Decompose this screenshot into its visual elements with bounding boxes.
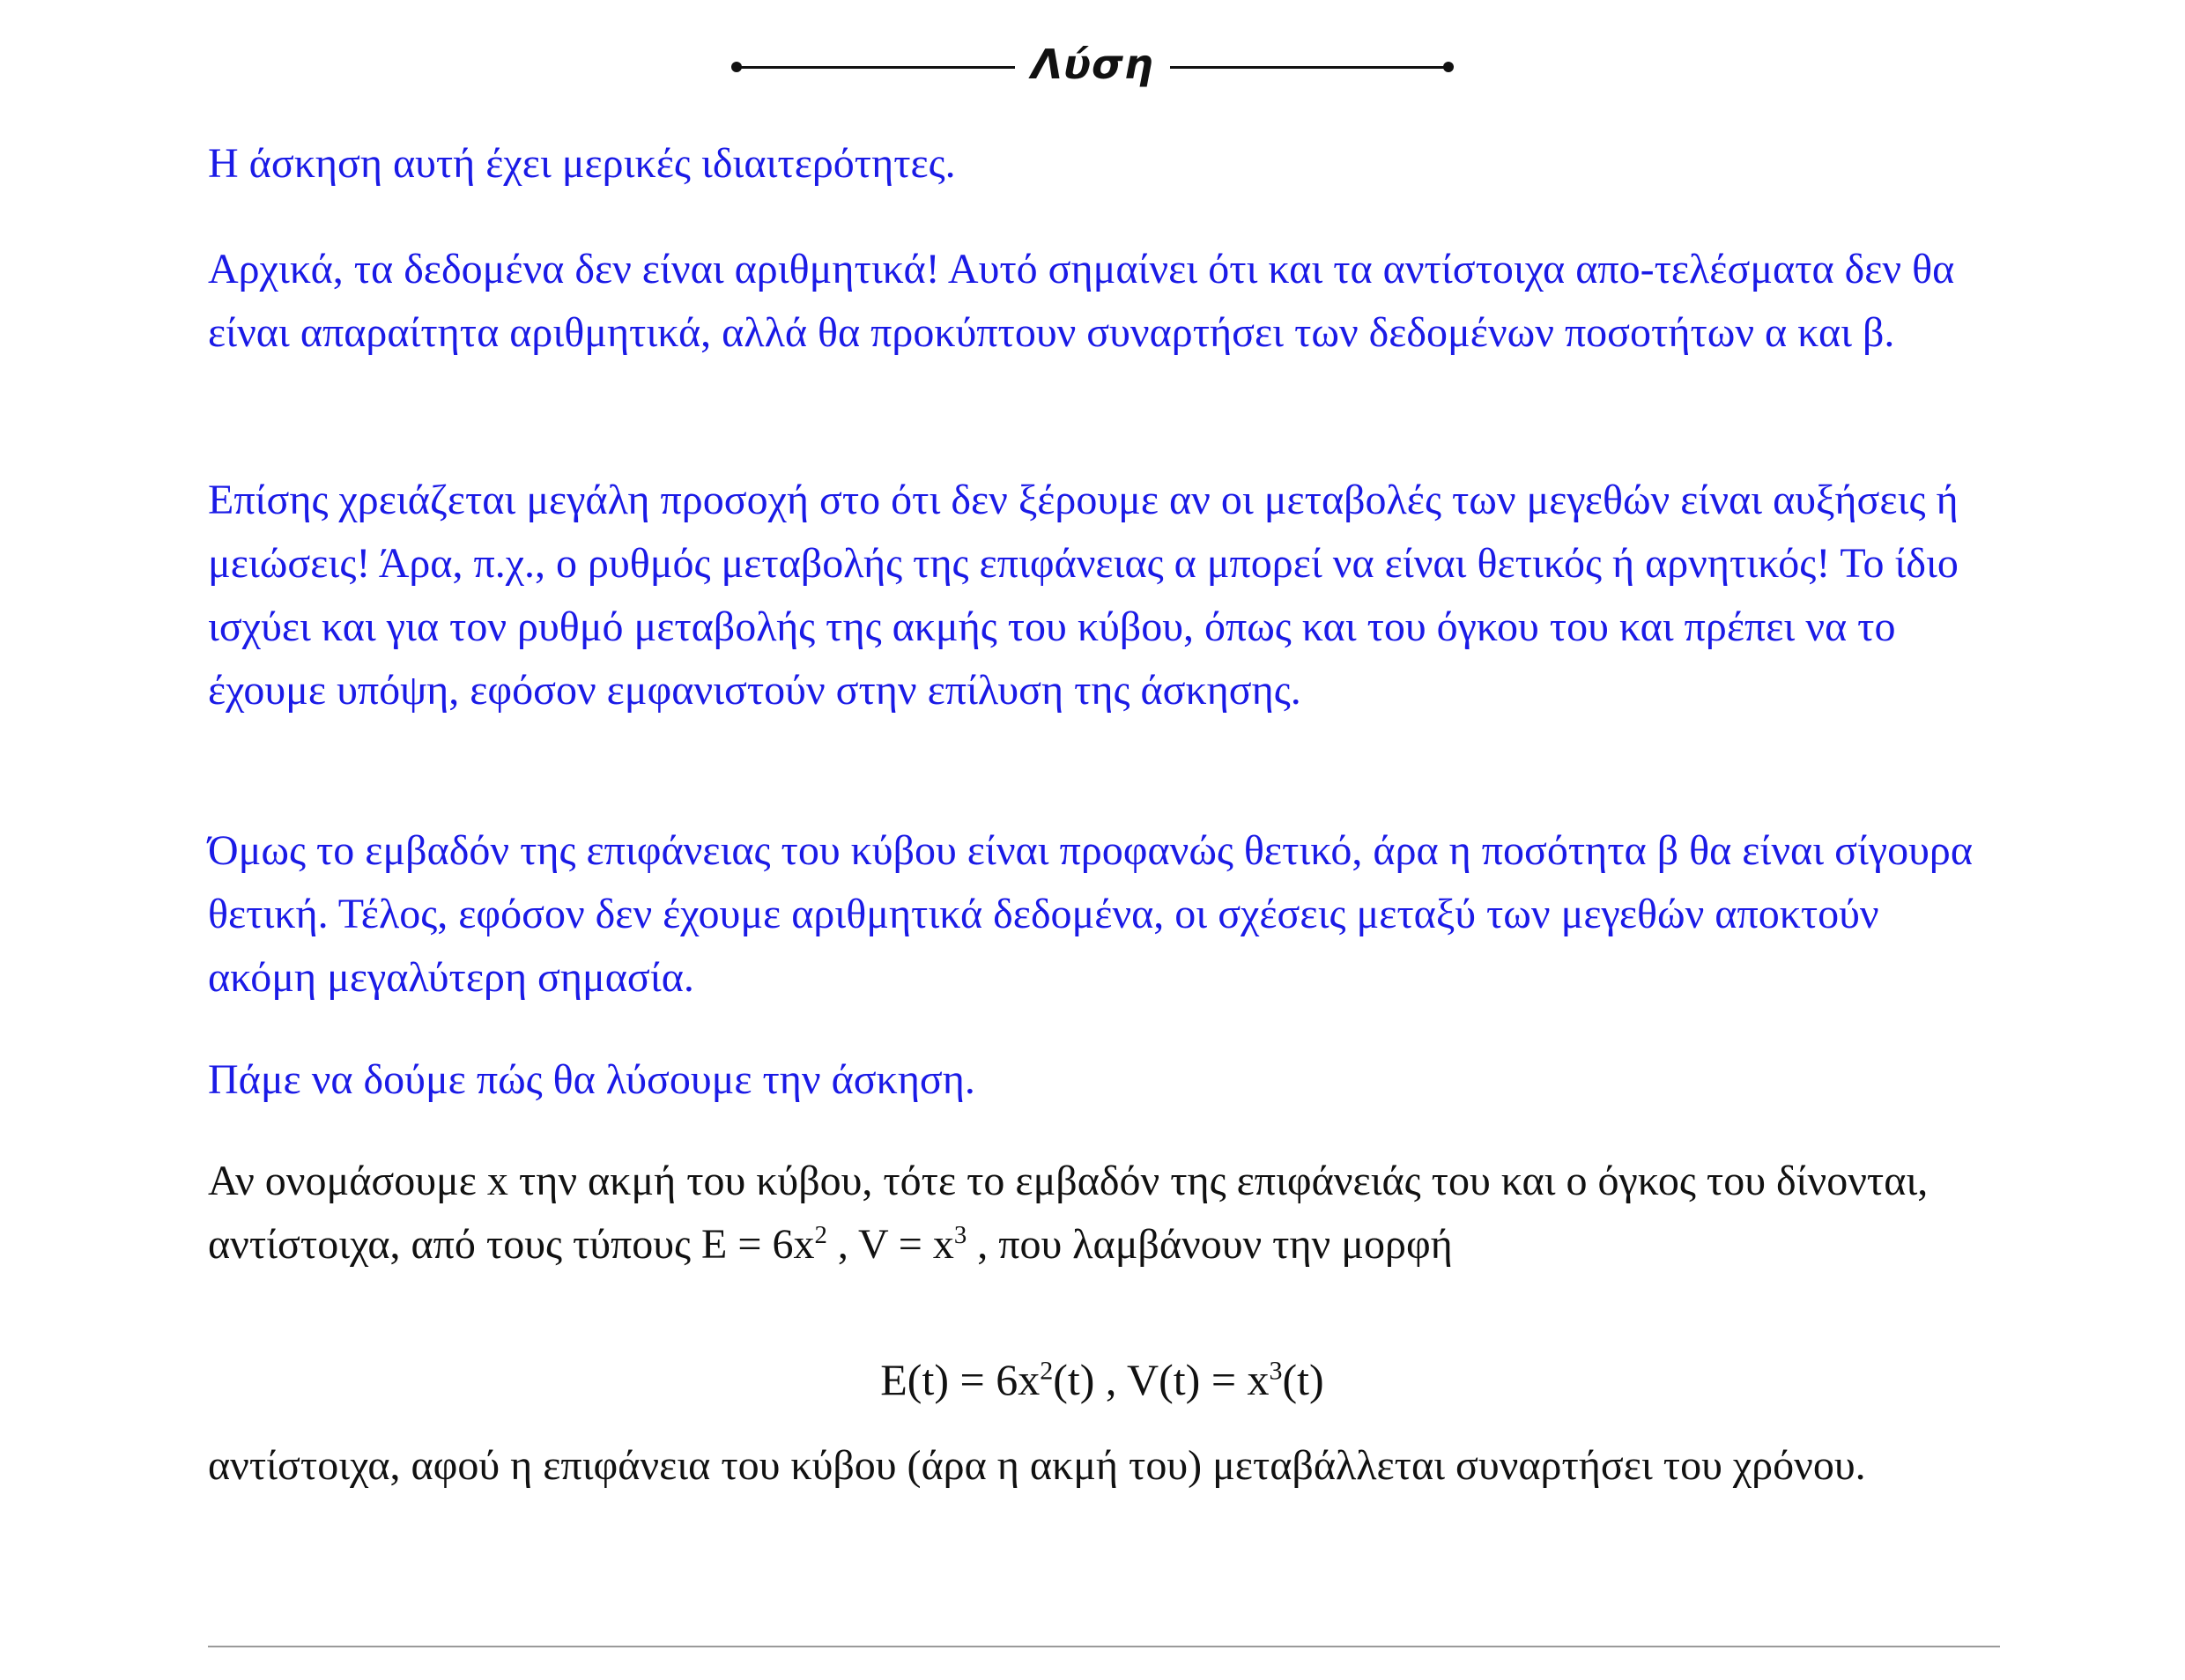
lets-solve-paragraph: Πάμε να δούμε πώς θα λύσουμε την άσκηση. xyxy=(208,1056,975,1103)
volume-time-formula-tail: (t) xyxy=(1282,1355,1324,1404)
volume-formula xyxy=(858,1221,967,1268)
time-dependent-formulas xyxy=(208,1348,1996,1411)
positivity-paragraph: Όμως το εμβαδόν της επιφάνειας του κύβου είναι προφανώς θετικό, άρα η ποσότητα β θα είναι σίγουρα θετική. Τέλος, εφόσον δεν έχουμε αριθμητικά δεδομένα, οι σχέσεις μεταξύ των μεγεθών αποκτούν ακόμη μεγαλύτερη σημασία. xyxy=(208,827,1973,1001)
header-right-rule xyxy=(1170,66,1448,69)
header-left-rule xyxy=(737,66,1015,69)
surface-formula-base: E = 6x xyxy=(701,1221,815,1268)
time-dependence-paragraph: αντίστοιχα, αφού η επιφάνεια του κύβου (άρα η ακμή του) μεταβάλλεται συναρτήσει του χρόνου. xyxy=(208,1442,1866,1489)
data-note-paragraph: Αρχικά, τα δεδομένα δεν είναι αριθμητικά! Αυτό σημαίνει ότι και τα αντίστοιχα απο-τελέσματα δεν θα είναι απαραίτητα αριθμητικά, αλλά θα προκύπτουν συναρτήσει των δεδομένων ποσοτήτων α και β. xyxy=(208,246,1955,356)
intro-paragraph: Η άσκηση αυτή έχει μερικές ιδιαιτερότητες. xyxy=(208,140,956,187)
sign-caution-paragraph: Επίσης χρειάζεται μεγάλη προσοχή στο ότι δεν ξέρουμε αν οι μεταβολές των μεγεθών είναι αυξήσεις ή μειώσεις! Άρα, π.χ., ο ρυθμός μεταβολής της επιφάνειας α μπορεί να είναι θετικός ή αρνητικός! Το ίδιο ισχύει και για τον ρυθμό μεταβολής της ακμής του κύβου, όπως και του όγκου του και πρέπει να το έχουμε υπόψη, εφόσον εμφανιστούν στην επίλυση της άσκησης. xyxy=(208,477,1959,714)
time-formula-separator: , xyxy=(1094,1355,1128,1404)
definitions-text: Αν ονομάσουμε x την ακμή του κύβου, τότε το εμβαδόν της επιφάνειάς του και ο όγκος του δίνονται, αντίστοιχα, από τους τύπους xyxy=(208,1158,1929,1268)
surface-time-formula-exponent: 2 xyxy=(1040,1356,1054,1386)
bottom-divider xyxy=(208,1646,2000,1647)
section-title: Λύση xyxy=(1031,41,1154,88)
surface-time-formula-base: E(t) = 6x xyxy=(880,1355,1041,1404)
surface-time-formula-tail: (t) xyxy=(1053,1355,1095,1404)
volume-formula-base: V = x xyxy=(857,1221,954,1268)
definitions-text-end: , που λαμβάνουν την μορφή xyxy=(967,1221,1453,1268)
surface-formula-exponent: 2 xyxy=(814,1221,827,1249)
definitions-paragraph xyxy=(208,1150,1996,1277)
volume-time-formula-base: V(t) = x xyxy=(1127,1355,1270,1404)
formula-separator: , xyxy=(826,1221,858,1268)
volume-formula-exponent: 3 xyxy=(953,1221,967,1249)
section-header xyxy=(722,37,1463,99)
volume-time-formula-exponent: 3 xyxy=(1269,1356,1283,1386)
header-right-dot xyxy=(1443,62,1454,72)
surface-formula xyxy=(701,1221,827,1268)
